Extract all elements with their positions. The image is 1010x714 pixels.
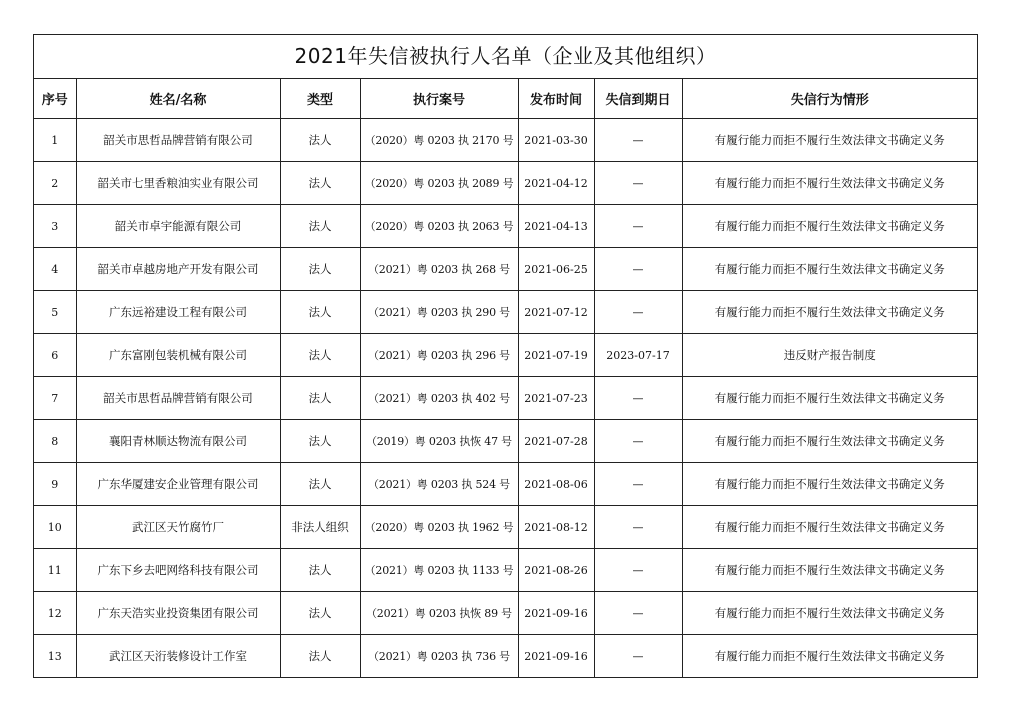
cell-expiry-date: — xyxy=(594,291,682,334)
cell-behavior: 有履行能力而拒不履行生效法律文书确定义务 xyxy=(682,248,977,291)
cell-case-number: （2020）粤 0203 执 2063 号 xyxy=(360,205,518,248)
table-row xyxy=(34,420,977,463)
cell-behavior: 有履行能力而拒不履行生效法律文书确定义务 xyxy=(682,377,977,420)
cell-number: 9 xyxy=(34,463,76,506)
cell-behavior: 有履行能力而拒不履行生效法律文书确定义务 xyxy=(682,635,977,678)
cell-name: 武江区天竹腐竹厂 xyxy=(76,506,280,549)
cell-publish-date: 2021-08-06 xyxy=(518,463,594,506)
cell-expiry-date: — xyxy=(594,635,682,678)
cell-publish-date: 2021-04-12 xyxy=(518,162,594,205)
cell-case-number: （2020）粤 0203 执 2170 号 xyxy=(360,119,518,162)
cell-type: 法人 xyxy=(280,592,360,635)
table-row xyxy=(34,463,977,506)
cell-number: 13 xyxy=(34,635,76,678)
cell-name: 广东华厦建安企业管理有限公司 xyxy=(76,463,280,506)
cell-expiry-date: — xyxy=(594,377,682,420)
cell-type: 法人 xyxy=(280,420,360,463)
cell-name: 韶关市思哲品牌营销有限公司 xyxy=(76,119,280,162)
cell-number: 1 xyxy=(34,119,76,162)
cell-expiry-date: — xyxy=(594,205,682,248)
cell-case-number: （2020）粤 0203 执 2089 号 xyxy=(360,162,518,205)
cell-publish-date: 2021-06-25 xyxy=(518,248,594,291)
cell-behavior: 有履行能力而拒不履行生效法律文书确定义务 xyxy=(682,592,977,635)
cell-type: 法人 xyxy=(280,119,360,162)
document-title: 2021年失信被执行人名单（企业及其他组织） xyxy=(34,35,977,79)
table-row xyxy=(34,549,977,592)
column-header-case-number: 执行案号 xyxy=(360,79,518,119)
cell-case-number: （2019）粤 0203 执恢 47 号 xyxy=(360,420,518,463)
cell-publish-date: 2021-09-16 xyxy=(518,635,594,678)
cell-number: 3 xyxy=(34,205,76,248)
cell-name: 广东天浩实业投资集团有限公司 xyxy=(76,592,280,635)
cell-number: 4 xyxy=(34,248,76,291)
table-row xyxy=(34,506,977,549)
table-row xyxy=(34,119,977,162)
column-header-behavior: 失信行为情形 xyxy=(682,79,977,119)
column-header-number: 序号 xyxy=(34,79,76,119)
cell-number: 6 xyxy=(34,334,76,377)
cell-type: 非法人组织 xyxy=(280,506,360,549)
cell-publish-date: 2021-03-30 xyxy=(518,119,594,162)
cell-publish-date: 2021-07-19 xyxy=(518,334,594,377)
cell-behavior: 有履行能力而拒不履行生效法律文书确定义务 xyxy=(682,205,977,248)
cell-type: 法人 xyxy=(280,248,360,291)
cell-type: 法人 xyxy=(280,549,360,592)
cell-case-number: （2021）粤 0203 执恢 89 号 xyxy=(360,592,518,635)
column-header-type: 类型 xyxy=(280,79,360,119)
defaulter-table xyxy=(34,79,977,677)
cell-type: 法人 xyxy=(280,463,360,506)
cell-name: 广东下乡去吧网络科技有限公司 xyxy=(76,549,280,592)
table-row xyxy=(34,334,977,377)
table-row xyxy=(34,162,977,205)
cell-behavior: 有履行能力而拒不履行生效法律文书确定义务 xyxy=(682,549,977,592)
cell-expiry-date: — xyxy=(594,162,682,205)
cell-case-number: （2021）粤 0203 执 296 号 xyxy=(360,334,518,377)
cell-publish-date: 2021-09-16 xyxy=(518,592,594,635)
cell-expiry-date: — xyxy=(594,592,682,635)
cell-publish-date: 2021-07-23 xyxy=(518,377,594,420)
cell-expiry-date: — xyxy=(594,119,682,162)
table-row xyxy=(34,291,977,334)
cell-publish-date: 2021-04-13 xyxy=(518,205,594,248)
cell-behavior: 违反财产报告制度 xyxy=(682,334,977,377)
cell-type: 法人 xyxy=(280,291,360,334)
table-row xyxy=(34,377,977,420)
cell-expiry-date: — xyxy=(594,549,682,592)
cell-case-number: （2021）粤 0203 执 1133 号 xyxy=(360,549,518,592)
cell-name: 广东远裕建设工程有限公司 xyxy=(76,291,280,334)
cell-number: 8 xyxy=(34,420,76,463)
cell-publish-date: 2021-08-26 xyxy=(518,549,594,592)
cell-behavior: 有履行能力而拒不履行生效法律文书确定义务 xyxy=(682,420,977,463)
cell-type: 法人 xyxy=(280,334,360,377)
cell-expiry-date: 2023-07-17 xyxy=(594,334,682,377)
cell-case-number: （2021）粤 0203 执 402 号 xyxy=(360,377,518,420)
cell-case-number: （2021）粤 0203 执 268 号 xyxy=(360,248,518,291)
table-row xyxy=(34,205,977,248)
cell-publish-date: 2021-07-28 xyxy=(518,420,594,463)
cell-type: 法人 xyxy=(280,635,360,678)
cell-behavior: 有履行能力而拒不履行生效法律文书确定义务 xyxy=(682,463,977,506)
cell-expiry-date: — xyxy=(594,506,682,549)
cell-expiry-date: — xyxy=(594,463,682,506)
cell-expiry-date: — xyxy=(594,248,682,291)
cell-expiry-date: — xyxy=(594,420,682,463)
cell-case-number: （2021）粤 0203 执 736 号 xyxy=(360,635,518,678)
cell-number: 11 xyxy=(34,549,76,592)
cell-case-number: （2021）粤 0203 执 290 号 xyxy=(360,291,518,334)
table-row xyxy=(34,248,977,291)
cell-type: 法人 xyxy=(280,205,360,248)
cell-type: 法人 xyxy=(280,377,360,420)
cell-name: 韶关市思哲品牌营销有限公司 xyxy=(76,377,280,420)
cell-number: 7 xyxy=(34,377,76,420)
cell-case-number: （2021）粤 0203 执 524 号 xyxy=(360,463,518,506)
cell-behavior: 有履行能力而拒不履行生效法律文书确定义务 xyxy=(682,291,977,334)
cell-number: 5 xyxy=(34,291,76,334)
cell-behavior: 有履行能力而拒不履行生效法律文书确定义务 xyxy=(682,506,977,549)
column-header-expiry-date: 失信到期日 xyxy=(594,79,682,119)
cell-name: 韶关市卓越房地产开发有限公司 xyxy=(76,248,280,291)
table-body xyxy=(34,119,977,678)
cell-name: 韶关市七里香粮油实业有限公司 xyxy=(76,162,280,205)
cell-publish-date: 2021-07-12 xyxy=(518,291,594,334)
table-row xyxy=(34,592,977,635)
cell-name: 襄阳青林顺达物流有限公司 xyxy=(76,420,280,463)
cell-name: 韶关市卓宇能源有限公司 xyxy=(76,205,280,248)
cell-case-number: （2020）粤 0203 执 1962 号 xyxy=(360,506,518,549)
cell-name: 武江区天洐装修设计工作室 xyxy=(76,635,280,678)
cell-number: 10 xyxy=(34,506,76,549)
cell-name: 广东富刚包装机械有限公司 xyxy=(76,334,280,377)
column-header-name: 姓名/名称 xyxy=(76,79,280,119)
cell-type: 法人 xyxy=(280,162,360,205)
table-row xyxy=(34,635,977,678)
column-header-publish-date: 发布时间 xyxy=(518,79,594,119)
cell-publish-date: 2021-08-12 xyxy=(518,506,594,549)
cell-behavior: 有履行能力而拒不履行生效法律文书确定义务 xyxy=(682,162,977,205)
cell-behavior: 有履行能力而拒不履行生效法律文书确定义务 xyxy=(682,119,977,162)
document-sheet xyxy=(33,34,978,678)
cell-number: 2 xyxy=(34,162,76,205)
cell-number: 12 xyxy=(34,592,76,635)
table-header-row xyxy=(34,79,977,119)
